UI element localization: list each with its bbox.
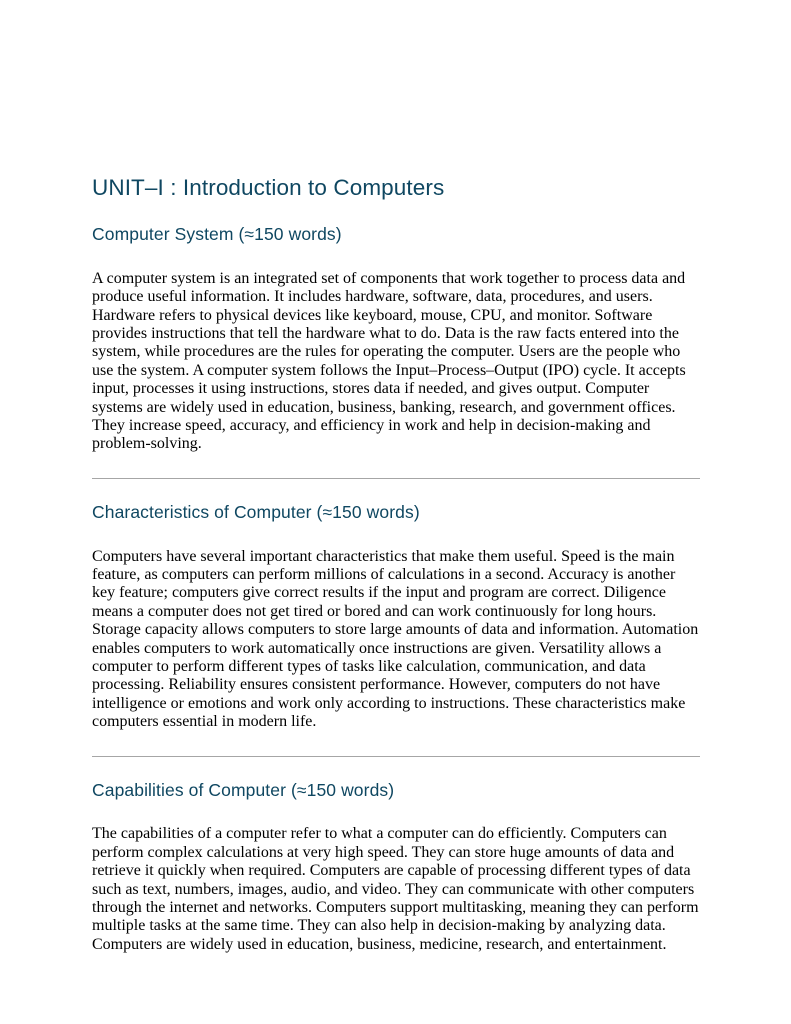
section-heading-characteristics: Characteristics of Computer (≈150 words) bbox=[92, 501, 420, 522]
section-body-capabilities: The capabilities of a computer refer to what a computer can do efficiently. Computers can perform complex calculations at very high speed. They can store huge amounts of data and retrieve it quickly when required. Computers are capable of processing different types of data such as text, numbers, images, audio, and video. They can communicate with other computers through the internet and networks. Computers support multitasking, meaning they can perform multiple tasks at the same time. They can also help in decision-making by analyzing data. Computers are widely used in education, business, medicine, research, and entertainment. bbox=[92, 825, 699, 953]
page-title: UNIT–I : Introduction to Computers bbox=[92, 175, 445, 200]
section-heading-capabilities: Capabilities of Computer (≈150 words) bbox=[92, 779, 395, 800]
section-body-characteristics: Computers have several important characteristics that make them useful. Speed is the main feature, as computers can perform millions of calculations in a second. Accuracy is another key feature; computers give correct results if the input and program are correct. Diligence means a computer does not get tired or bored and can work continuously for long hours. Storage capacity allows computers to store large amounts of data and information. Automation enables computers to work automatically once instructions are given. Versatility allows a computer to perform different types of tasks like calculation, communication, and data processing. Reliability ensures consistent performance. However, computers do not have intelligence or emotions and work only according to instructions. These characteristics make computers essential in modern life. bbox=[92, 547, 699, 731]
section-computer-system bbox=[92, 223, 700, 454]
section-characteristics bbox=[92, 501, 700, 732]
section-capabilities bbox=[92, 779, 700, 955]
section-divider bbox=[92, 478, 700, 479]
section-divider bbox=[92, 756, 700, 757]
section-heading-computer-system: Computer System (≈150 words) bbox=[92, 224, 342, 244]
section-body-computer-system: A computer system is an integrated set of components that work together to process data and produce useful information. It includes hardware, software, data, procedures, and users. Hardware refers to physical devices like keyboard, mouse, CPU, and monitor. Software provides instructions that tell the hardware what to do. Data is the raw facts entered into the system, while procedures are the rules for operating the computer. Users are the people who use the system. A computer system follows the Input–Process–Output (IPO) cycle. It accepts input, processes it using instructions, stores data if needed, and gives output. Computer systems are widely used in education, business, banking, research, and government offices. They increase speed, accuracy, and efficiency in work and help in decision-making and problem-solving. bbox=[92, 269, 686, 453]
